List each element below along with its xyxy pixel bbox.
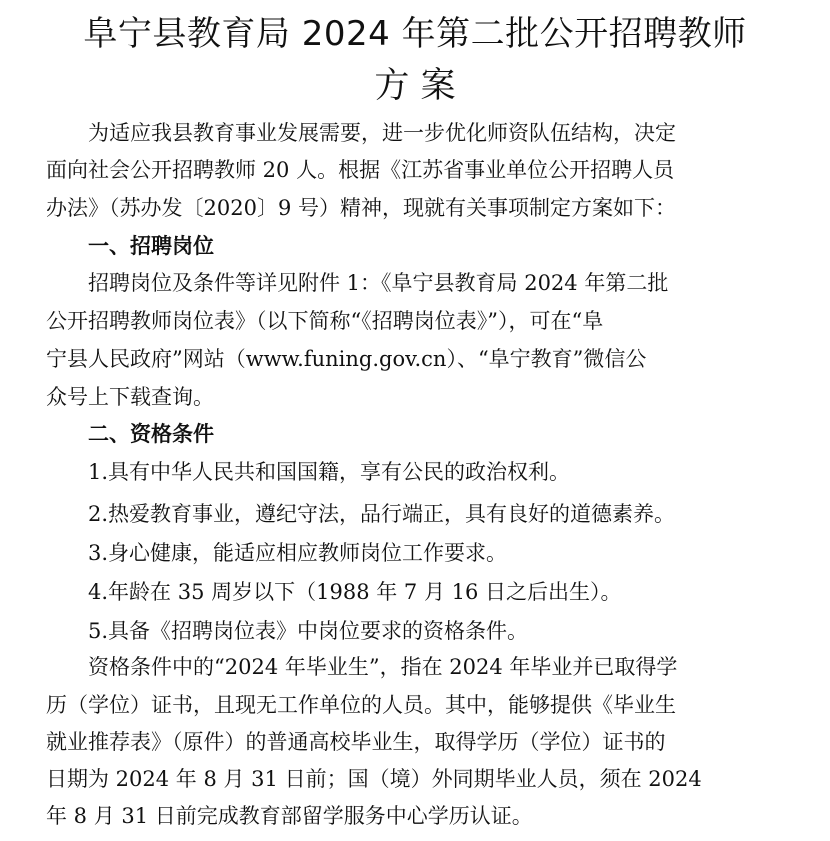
qualification-item-3: 3.身心健康，能适应相应教师岗位工作要求。 xyxy=(88,541,508,565)
intro-line-2: 面向社会公开招聘教师 20 人。根据《江苏省事业单位公开招聘人员 xyxy=(46,158,675,182)
document-title-line-1: 阜宁县教育局 2024 年第二批公开招聘教师 xyxy=(83,14,747,54)
intro-line-1: 为适应我县教育事业发展需要，进一步优化师资队伍结构，决定 xyxy=(88,121,676,145)
graduate-definition-line-1: 资格条件中的“2024 年毕业生”，指在 2024 年毕业并已取得学 xyxy=(88,655,678,679)
qualification-item-1: 1.具有中华人民共和国国籍，享有公民的政治权利。 xyxy=(88,460,571,484)
positions-line-1: 招聘岗位及条件等详见附件 1：《阜宁县教育局 2024 年第二批 xyxy=(88,271,669,295)
qualification-item-2: 2.热爱教育事业，遵纪守法，品行端正，具有良好的道德素养。 xyxy=(88,502,676,526)
qualification-item-4: 4.年龄在 35 周岁以下（1988 年 7 月 16 日之后出生）。 xyxy=(88,580,622,604)
section-heading-positions: 一、招聘岗位 xyxy=(88,234,214,258)
graduate-definition-line-3: 就业推荐表》（原件）的普通高校毕业生，取得学历（学位）证书的 xyxy=(46,730,666,754)
graduate-definition-line-4: 日期为 2024 年 8 月 31 日前；国（境）外同期毕业人员，须在 2024 xyxy=(46,767,702,791)
qualification-item-5: 5.具备《招聘岗位表》中岗位要求的资格条件。 xyxy=(88,619,529,643)
positions-line-2: 公开招聘教师岗位表》（以下简称“《招聘岗位表》”），可在“阜 xyxy=(46,309,604,333)
graduate-definition-line-5: 年 8 月 31 日前完成教育部留学服务中心学历认证。 xyxy=(46,804,533,828)
intro-line-3: 办法》（苏办发〔2020〕9 号）精神，现就有关事项制定方案如下： xyxy=(46,196,676,220)
positions-line-4: 众号上下载查询。 xyxy=(46,385,214,409)
document-title-line-2: 方 案 xyxy=(374,66,456,106)
positions-line-3: 宁县人民政府”网站（www.funing.gov.cn）、“阜宁教育”微信公 xyxy=(46,347,647,371)
section-heading-qualifications: 二、资格条件 xyxy=(88,422,214,446)
graduate-definition-line-2: 历（学位）证书，且现无工作单位的人员。其中，能够提供《毕业生 xyxy=(46,693,676,717)
